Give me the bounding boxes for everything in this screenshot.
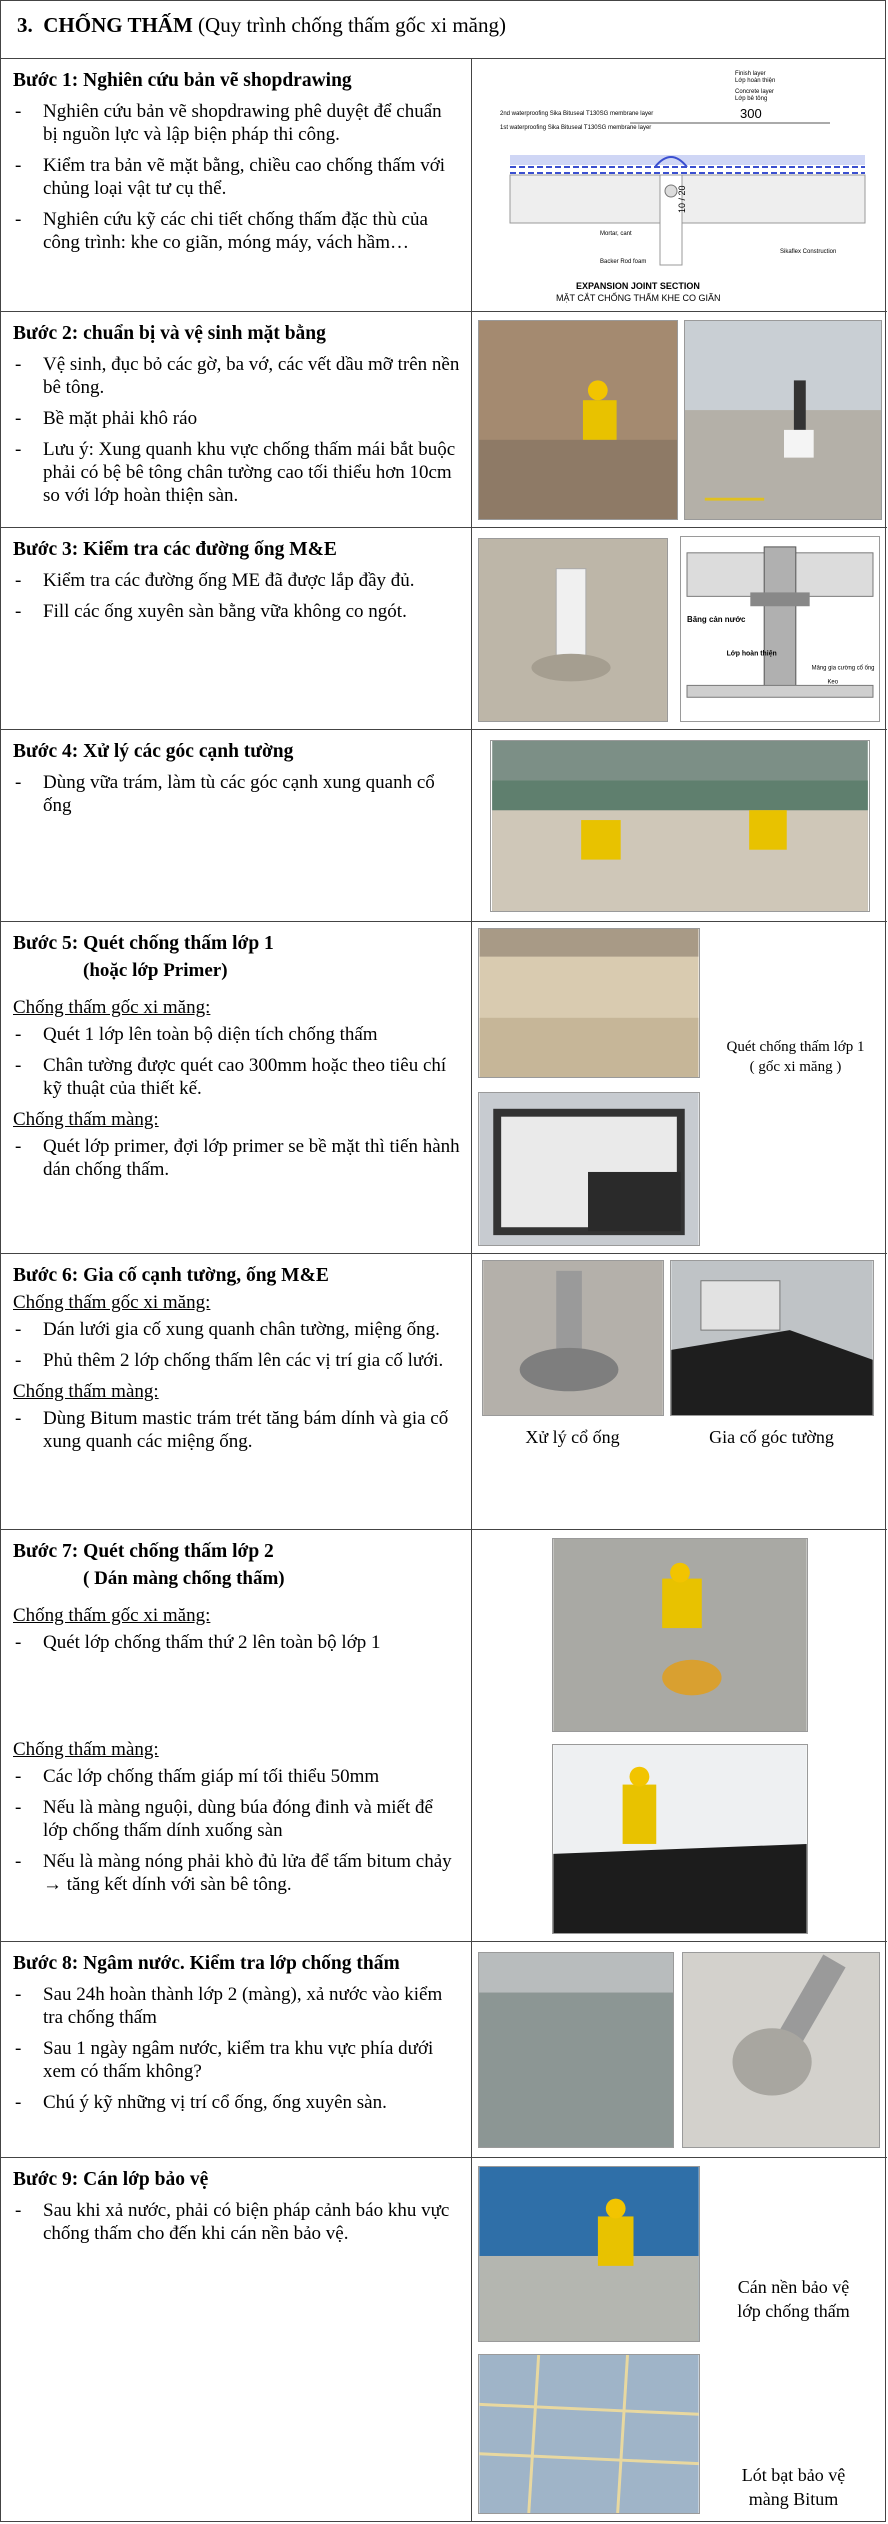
photo-corner-workers [490, 740, 870, 912]
svg-text:Sikaflex Construction: Sikaflex Construction [779, 249, 836, 255]
step-title: Bước 8: Ngâm nước. Kiểm tra lớp chống thấm [13, 1952, 400, 1974]
step-title: Bước 1: Nghiên cứu bản vẽ shopdrawing [13, 70, 352, 91]
step-row-5 [1, 921, 887, 1253]
list-item: - Lưu ý: Xung quanh khu vực chống thấm mái bắt buộc phải có bệ bê tông chân tường cao tối thiểu hơn 10cm so với lớp hoàn thiện sàn. [13, 438, 461, 507]
step-title: Bước 3: Kiểm tra các đường ống M&E [13, 538, 337, 560]
step-row-9 [1, 2157, 887, 2521]
svg-text:Lớp hoàn thiện: Lớp hoàn thiện [726, 650, 777, 658]
photo-primer-coat [478, 928, 700, 1078]
sub-heading: Chống thấm màng: [13, 1108, 159, 1130]
list-item: - Sau 24h hoàn thành lớp 2 (màng), xả nước vào kiểm tra chống thấm [13, 1983, 461, 2029]
caption-primer-1: Quét chống thấm lớp 1 [726, 1038, 865, 1055]
step-title: Bước 4: Xử lý các góc cạnh tường [13, 740, 294, 762]
photo-pipe-check [682, 1952, 880, 2148]
svg-text:Mortar, cant: Mortar, cant [599, 231, 632, 237]
step-row-7 [1, 1529, 887, 1941]
svg-text:Lớp hoàn thiện: Lớp hoàn thiện [734, 78, 775, 84]
photo-membrane-roof [478, 1092, 700, 1246]
list-item: - Dùng Bitum mastic trám trét tăng bám dính và gia cố xung quanh các miệng ống. [13, 1407, 461, 1453]
list-item: - Quét lớp chống thấm thứ 2 lên toàn bộ lớp 1 [13, 1631, 461, 1654]
sub-heading: Chống thấm gốc xi măng: [13, 1291, 211, 1313]
svg-text:2nd waterproofing Sika Bitusea: 2nd waterproofing Sika Bituseal T130SG membrane layer [499, 111, 653, 117]
sub-heading: Chống thấm gốc xi măng: [13, 1604, 211, 1626]
step-title: Bước 9: Cán lớp bảo vệ [13, 2168, 209, 2190]
step-title: Bước 7: Quét chống thấm lớp 2 [13, 1540, 274, 1562]
list-item: - Kiểm tra các đường ống ME đã được lắp đầy đủ. [13, 569, 461, 592]
caption-primer-2: ( gốc xi măng ) [749, 1058, 842, 1075]
step-row-4 [1, 729, 887, 921]
section-title: CHỐNG THẤM [43, 13, 193, 37]
list-item: - Dùng vữa trám, làm tù các góc cạnh xung quanh cổ ống [13, 771, 461, 817]
step-row-6 [1, 1253, 887, 1529]
svg-text:Băng cản nước: Băng cản nước [686, 614, 745, 624]
caption-pipe: Xử lý cổ ống [525, 1426, 620, 1447]
photo-pipe-fill [478, 538, 668, 722]
svg-text:Keo: Keo [826, 678, 838, 685]
photo-screed [478, 2166, 700, 2342]
photo-cleaning-worker [478, 320, 678, 520]
photo-protective-sheet [478, 2354, 700, 2514]
caption-sheet-2: màng Bitum [748, 2488, 839, 2509]
list-item: - Quét 1 lớp lên toàn bộ diện tích chống thấm [13, 1023, 461, 1046]
svg-text:Măng gia cường cổ ống: Măng gia cường cổ ống [811, 665, 874, 672]
list-item: - Quét lớp primer, đợi lớp primer se bề mặt thì tiến hành dán chống thấm. [13, 1135, 461, 1181]
sub-heading: Chống thấm gốc xi măng: [13, 996, 211, 1018]
list-item: - Dán lưới gia cố xung quanh chân tường, miệng ống. [13, 1318, 461, 1341]
list-item: - Nếu là màng nóng phải khò đủ lửa để tấm bitum chảy → tăng kết dính với sàn bê tông. [13, 1850, 461, 1896]
caption-wall: Gia cố góc tường [709, 1426, 834, 1447]
list-item: - Nếu là màng nguội, dùng búa đóng đinh và miết để lớp chống thấm dính xuống sàn [13, 1796, 461, 1842]
list-item: - Bề mặt phải khô ráo [13, 407, 461, 430]
pipe-sleeve-diagram [681, 537, 879, 721]
list-item: - Các lớp chống thấm giáp mí tối thiểu 50mm [13, 1765, 461, 1788]
photo-roof-inspection [684, 320, 882, 520]
step-row-8 [1, 1941, 887, 2157]
photo-second-coat [552, 1538, 808, 1732]
section-header [1, 1, 885, 59]
step-row-2 [1, 311, 887, 527]
list-item: - Nghiên cứu kỹ các chi tiết chống thấm đặc thù của công trình: khe co giãn, móng máy, vách hầm… [13, 208, 461, 254]
step-title: Bước 5: Quét chống thấm lớp 1 [13, 932, 274, 954]
list-item: - Chú ý kỹ những vị trí cổ ống, ống xuyên sàn. [13, 2091, 461, 2114]
svg-text:Backer Rod foam: Backer Rod foam [599, 259, 646, 265]
svg-text:Concrete layer: Concrete layer [734, 89, 774, 95]
list-item: - Sau khi xả nước, phải có biện pháp cảnh báo khu vực chống thấm cho đến khi cán nền bảo vệ. [13, 2199, 461, 2245]
caption-sheet-1: Lót bạt bảo vệ [741, 2464, 846, 2485]
drawing-caption-en: EXPANSION JOINT SECTION [575, 281, 700, 291]
drawing-caption-vi: MẶT CẮT CHỐNG THẤM KHE CO GIÃN [555, 293, 721, 303]
list-item: - Chân tường được quét cao 300mm hoặc theo tiêu chí kỹ thuật của thiết kế. [13, 1054, 461, 1100]
expansion-joint-drawing [480, 63, 880, 307]
step-title: Bước 2: chuẩn bị và vệ sinh mặt bằng [13, 322, 326, 344]
photo-wall-corner [670, 1260, 874, 1416]
dimension-300: 300 [739, 106, 762, 121]
section-number: 3. [17, 13, 33, 37]
list-item: - Fill các ống xuyên sàn bằng vữa không co ngót. [13, 600, 461, 623]
list-item: - Vệ sinh, đục bỏ các gờ, ba vớ, các vết dầu mỡ trên nền bê tông. [13, 353, 461, 399]
steps-table [1, 59, 887, 2521]
step-title: Bước 6: Gia cố cạnh tường, ống M&E [13, 1264, 329, 1286]
list-item: - Kiểm tra bản vẽ mặt bằng, chiều cao chống thấm với chủng loại vật tư cụ thể. [13, 154, 461, 200]
dimension-small: 10 / 20 [676, 185, 687, 213]
sub-heading: Chống thấm màng: [13, 1738, 159, 1760]
list-item: - Nghiên cứu bản vẽ shopdrawing phê duyệt để chuẩn bị nguồn lực và lập biện pháp thi công. [13, 100, 461, 146]
svg-text:Finish layer: Finish layer [734, 71, 766, 77]
photo-torch-membrane [552, 1744, 808, 1934]
photo-flood-test [478, 1952, 674, 2148]
list-item: - Sau 1 ngày ngâm nước, kiểm tra khu vực phía dưới xem có thấm không? [13, 2037, 461, 2083]
step-subtitle: (hoặc lớp Primer) [83, 959, 228, 981]
step-row-1 [1, 59, 887, 311]
section-subtitle: (Quy trình chống thấm gốc xi măng) [198, 13, 506, 37]
caption-screed-1: Cán nền bảo vệ [737, 2276, 850, 2297]
svg-text:1st waterproofing Sika Bitusea: 1st waterproofing Sika Bituseal T130SG membrane layer [499, 125, 651, 131]
step-subtitle: ( Dán màng chống thấm) [83, 1567, 285, 1589]
pipe-sleeve-drawing [680, 536, 880, 722]
photo-pipe-collar [482, 1260, 664, 1416]
caption-screed-2: lớp chống thấm [737, 2300, 850, 2321]
step-row-3 [1, 527, 887, 729]
list-item: - Phủ thêm 2 lớp chống thấm lên các vị trí gia cố lưới. [13, 1349, 461, 1372]
sub-heading: Chống thấm màng: [13, 1380, 159, 1402]
svg-text:Lớp bê tông: Lớp bê tông [734, 96, 767, 102]
expansion-joint-diagram [480, 63, 880, 307]
